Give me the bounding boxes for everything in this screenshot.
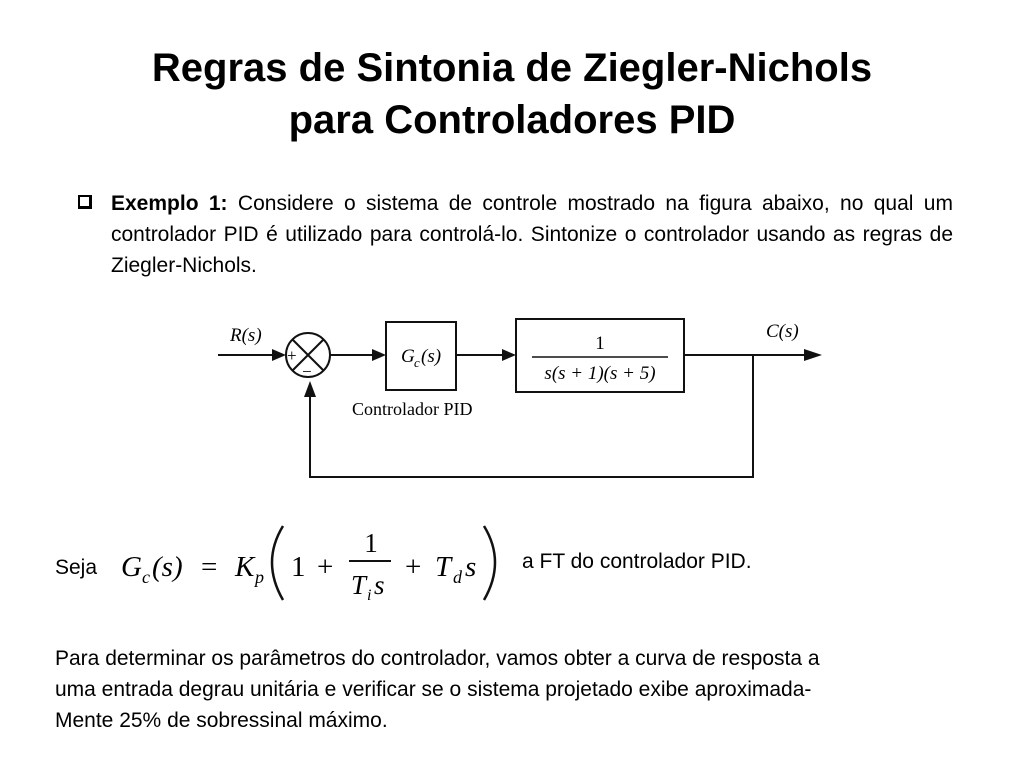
closing-paragraph	[55, 643, 995, 736]
plus-sign: +	[287, 346, 297, 365]
output-arrowhead	[804, 349, 822, 361]
block-diagram-svg	[200, 305, 840, 485]
control-arrowhead	[502, 349, 516, 361]
closing-line-2: uma entrada degrau unitária e verificar se o sistema projetado exibe aproximada-	[55, 678, 812, 701]
example-text	[111, 188, 953, 281]
formula-g-arg: (s)	[152, 551, 183, 583]
ft-description: a FT do controlador PID.	[522, 550, 752, 573]
formula-g-sub: c	[142, 567, 150, 587]
pid-formula	[115, 518, 510, 613]
error-arrowhead	[372, 349, 386, 361]
closing-line-3: Mente 25% de sobressinal máximo.	[55, 709, 388, 732]
seja-label: Seja	[55, 556, 98, 579]
controller-g-sub: c	[414, 355, 420, 370]
minus-sign: −	[302, 362, 312, 381]
input-label: R(s)	[230, 325, 262, 346]
formula-plus-1: +	[317, 551, 334, 583]
square-bullet-icon	[78, 195, 92, 209]
formula-td-s: s	[465, 551, 477, 583]
formula-plus-2: +	[405, 551, 422, 583]
plant-denominator: s(s + 1)(s + 5)	[544, 363, 656, 384]
formula-k: K	[235, 551, 255, 583]
slide-title	[0, 42, 1024, 146]
controller-caption: Controlador PID	[352, 399, 473, 419]
formula-td-sub: d	[453, 567, 462, 587]
example-body: Considere o sistema de controle mostrado na figura abaixo, no qual um controlador PID é utilizado para controlá-lo. Sintonize o controlador usando as regras de Ziegler-Nichols.	[111, 192, 953, 277]
title-line-2: para Controladores PID	[288, 98, 736, 142]
formula-frac-t-sub: i	[367, 587, 372, 604]
feedback-arrowhead	[304, 381, 316, 397]
formula-equals: =	[201, 551, 218, 583]
formula-frac-t: T	[351, 570, 367, 600]
left-paren	[272, 526, 283, 600]
plant-numerator: 1	[595, 333, 605, 354]
formula-frac-s: s	[374, 570, 385, 600]
input-arrowhead	[272, 349, 286, 361]
controller-g-arg: (s)	[421, 346, 442, 367]
formula-k-sub: p	[255, 567, 264, 587]
formula-td: T	[435, 551, 452, 583]
example-label: Exemplo 1:	[111, 192, 228, 215]
block-diagram	[200, 305, 840, 490]
pid-formula-svg	[115, 518, 510, 608]
output-label: C(s)	[766, 321, 799, 342]
formula-one: 1	[291, 551, 306, 583]
formula-frac-num: 1	[364, 528, 378, 558]
right-paren	[484, 526, 495, 600]
title-line-1: Regras de Sintonia de Ziegler-Nichols	[151, 46, 873, 90]
controller-g: G	[401, 346, 415, 367]
example-bullet	[78, 188, 953, 281]
closing-line-1: Para determinar os parâmetros do controlador, vamos obter a curva de resposta a	[55, 647, 820, 670]
formula-g: G	[121, 551, 142, 583]
